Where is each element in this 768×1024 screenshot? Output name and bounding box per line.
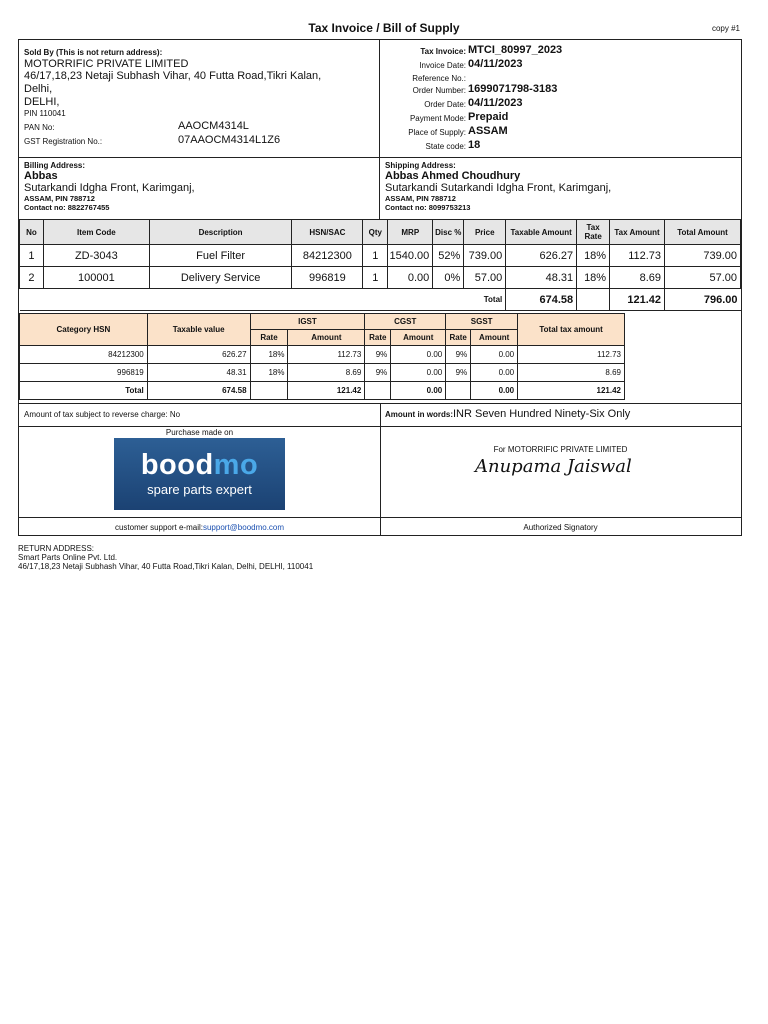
- tax-header-total: Total tax amount: [518, 314, 625, 346]
- table-row: [20, 267, 741, 289]
- shipping-contact: Contact no: 8099753213: [385, 203, 471, 212]
- cell: [365, 382, 391, 400]
- col-header: No: [20, 220, 44, 245]
- amount-words-value: INR Seven Hundred Ninety-Six Only: [453, 408, 631, 420]
- tax-invoice-label: Tax Invoice:: [420, 47, 466, 56]
- col-header: MRP: [388, 220, 433, 245]
- shipping-line2: ASSAM, PIN 788712: [385, 194, 456, 203]
- state-code-row: [380, 139, 742, 153]
- gst-value: 07AAOCM4314L1Z6: [178, 134, 281, 146]
- cell: 9%: [365, 346, 391, 364]
- items-header-row: [20, 220, 741, 245]
- cell: 0.00: [471, 364, 518, 382]
- logo-wordmark: [114, 449, 285, 482]
- reverse-charge-text: Amount of tax subject to reverse charge: No: [24, 410, 181, 419]
- signatory-section: [380, 426, 741, 517]
- cell: 0.00: [388, 267, 433, 289]
- support-email-line: [19, 523, 380, 532]
- tax-header-row: [20, 314, 625, 330]
- cell: 1540.00: [388, 245, 433, 267]
- tax-subheader: Amount: [391, 330, 446, 346]
- cell: 112.73: [610, 245, 665, 267]
- cell: 2: [20, 267, 44, 289]
- tax-total-row: [20, 382, 625, 400]
- logo-part2: mo: [213, 449, 259, 481]
- return-address: [18, 544, 313, 571]
- cell: 1: [363, 267, 388, 289]
- cell: Total: [20, 382, 148, 400]
- billing-name: Abbas: [24, 170, 58, 182]
- cell: 996819: [20, 364, 148, 382]
- tax-subheader: Rate: [365, 330, 391, 346]
- shipping-name: Abbas Ahmed Choudhury: [385, 170, 521, 182]
- signature-image: Anupama Jaiswal: [475, 456, 632, 477]
- items-total-row: [20, 289, 741, 311]
- col-header: Price: [464, 220, 506, 245]
- col-header: Taxable Amount: [506, 220, 577, 245]
- gst-label: GST Registration No.:: [24, 137, 103, 146]
- return-address-line2: 46/17,18,23 Netaji Subhash Vihar, 40 Futta Road,Tikri Kalan, Delhi, DELHI, 110041: [18, 562, 314, 571]
- tax-header-taxable: Taxable value: [147, 314, 250, 346]
- return-address-line1: Smart Parts Online Pvt. Ltd.: [18, 553, 118, 562]
- cell: [446, 382, 471, 400]
- invoice-date-value: 04/11/2023: [468, 58, 523, 70]
- items-total-label: Total: [20, 289, 506, 311]
- place-of-supply-row: [380, 125, 742, 139]
- seller-pin: PIN 110041: [24, 109, 66, 118]
- order-number-value: 1699071798-3183: [468, 83, 558, 95]
- logo-part1: bood: [140, 449, 214, 481]
- cell: 18%: [577, 245, 610, 267]
- seller-section: [19, 40, 380, 157]
- cell: 121.42: [518, 382, 625, 400]
- document-title: Tax Invoice / Bill of Supply: [308, 21, 460, 35]
- reference-label: Reference No.:: [412, 74, 466, 83]
- col-header: Description: [149, 220, 292, 245]
- items-total-blank: [577, 289, 610, 311]
- items-table: [19, 219, 741, 311]
- cell: 112.73: [518, 346, 625, 364]
- cell: 57.00: [464, 267, 506, 289]
- cell: 0.00: [471, 382, 518, 400]
- payment-mode-label: Payment Mode:: [409, 114, 466, 123]
- table-row: [20, 245, 741, 267]
- state-code-value: 18: [468, 139, 481, 151]
- amount-in-words: [385, 408, 630, 420]
- cell: 18%: [577, 267, 610, 289]
- billing-contact: Contact no: 8822767455: [24, 203, 110, 212]
- table-row: [20, 346, 625, 364]
- payment-mode-row: [380, 111, 742, 125]
- shipping-label: Shipping Address:: [385, 161, 456, 170]
- col-header: Disc %: [433, 220, 464, 245]
- items-total-taxable: 674.58: [506, 289, 577, 311]
- place-of-supply-value: ASSAM: [468, 125, 508, 137]
- order-number-row: [380, 83, 742, 97]
- cell: 0%: [433, 267, 464, 289]
- billing-address: [19, 157, 380, 219]
- cell: Delivery Service: [149, 267, 292, 289]
- cell: 1: [20, 245, 44, 267]
- cell: 9%: [446, 364, 471, 382]
- cell: [250, 382, 288, 400]
- cell: 0.00: [391, 382, 446, 400]
- shipping-line1: Sutarkandi Sutarkandi Idgha Front, Karimganj,: [385, 182, 612, 194]
- tax-subheader: Amount: [288, 330, 365, 346]
- payment-mode-value: Prepaid: [468, 111, 509, 123]
- seller-address-line3: DELHI,: [24, 96, 60, 108]
- tax-subheader: Rate: [250, 330, 288, 346]
- vertical-divider: [380, 517, 381, 536]
- cell: 48.31: [147, 364, 250, 382]
- return-address-label: RETURN ADDRESS:: [18, 544, 95, 553]
- cell: 0.00: [391, 364, 446, 382]
- tax-subheader: Amount: [471, 330, 518, 346]
- cell: 121.42: [288, 382, 365, 400]
- table-row: [20, 364, 625, 382]
- cell: 100001: [43, 267, 149, 289]
- order-date-row: [380, 97, 742, 111]
- cell: ZD-3043: [43, 245, 149, 267]
- seller-heading: Sold By (This is not return address):: [24, 48, 163, 57]
- cell: 1: [363, 245, 388, 267]
- cell: 626.27: [147, 346, 250, 364]
- col-header: Tax Amount: [610, 220, 665, 245]
- cell: 0.00: [471, 346, 518, 364]
- pan-value: AAOCM4314L: [178, 120, 249, 132]
- billing-label: Billing Address:: [24, 161, 86, 170]
- boodmo-logo: [114, 438, 285, 510]
- tax-header-sgst: SGST: [446, 314, 518, 330]
- support-email-link[interactable]: support@boodmo.com: [202, 523, 285, 532]
- order-number-label: Order Number:: [412, 86, 466, 95]
- tax-invoice-value: MTCI_80997_2023: [468, 44, 563, 56]
- authorized-signatory: Authorized Signatory: [523, 523, 598, 532]
- support-label: customer support e-mail:: [114, 523, 203, 532]
- cell: 739.00: [464, 245, 506, 267]
- col-header: HSN/SAC: [292, 220, 363, 245]
- tax-header-category: Category HSN: [20, 314, 148, 346]
- col-header: Qty: [363, 220, 388, 245]
- cell: Fuel Filter: [149, 245, 292, 267]
- cell: 674.58: [147, 382, 250, 400]
- purchase-made-on: Purchase made on: [165, 428, 234, 437]
- amount-words-label: Amount in words:: [385, 410, 453, 419]
- tax-subheader: Rate: [446, 330, 471, 346]
- cell: 996819: [292, 267, 363, 289]
- seller-address-line2: Delhi,: [24, 83, 53, 95]
- cell: 9%: [446, 346, 471, 364]
- place-of-supply-label: Place of Supply:: [408, 128, 466, 137]
- items-total-tax: 121.42: [610, 289, 665, 311]
- cell: 84212300: [20, 346, 148, 364]
- order-date-value: 04/11/2023: [468, 97, 523, 109]
- cell: 8.69: [288, 364, 365, 382]
- invoice-date-row: [380, 58, 742, 72]
- cell: 626.27: [506, 245, 577, 267]
- seller-name: MOTORRIFIC PRIVATE LIMITED: [24, 58, 189, 70]
- tax-header-cgst: CGST: [365, 314, 446, 330]
- tax-header-igst: IGST: [250, 314, 365, 330]
- shipping-address: [380, 157, 741, 219]
- invoice-frame: [18, 39, 742, 536]
- cell: 84212300: [292, 245, 363, 267]
- order-date-label: Order Date:: [424, 100, 466, 109]
- purchase-section: [19, 426, 380, 517]
- col-header: Tax Rate: [577, 220, 610, 245]
- signatory-company: For MOTORRIFIC PRIVATE LIMITED: [493, 445, 628, 454]
- invoice-info: [380, 40, 742, 157]
- cell: 8.69: [610, 267, 665, 289]
- logo-tagline: spare parts expert: [147, 482, 252, 497]
- invoice-date-label: Invoice Date:: [419, 61, 466, 70]
- billing-line1: Sutarkandi Idgha Front, Karimganj,: [24, 182, 195, 194]
- cell: 0.00: [391, 346, 446, 364]
- tax-invoice-row: [380, 44, 742, 58]
- cell: 18%: [250, 364, 288, 382]
- cell: 8.69: [518, 364, 625, 382]
- cell: 48.31: [506, 267, 577, 289]
- seller-address-line1: 46/17,18,23 Netaji Subhash Vihar, 40 Futta Road,Tikri Kalan,: [24, 70, 322, 82]
- billing-line2: ASSAM, PIN 788712: [24, 194, 95, 203]
- cell: 18%: [250, 346, 288, 364]
- cell: 57.00: [665, 267, 741, 289]
- cell: 112.73: [288, 346, 365, 364]
- col-header: Total Amount: [665, 220, 741, 245]
- cell: 9%: [365, 364, 391, 382]
- cell: 52%: [433, 245, 464, 267]
- items-total-amount: 796.00: [665, 289, 741, 311]
- tax-summary-table: [19, 313, 625, 400]
- pan-label: PAN No:: [24, 123, 55, 132]
- state-code-label: State code:: [425, 142, 466, 151]
- col-header: Item Code: [43, 220, 149, 245]
- copy-label: copy #1: [711, 24, 740, 33]
- cell: 739.00: [665, 245, 741, 267]
